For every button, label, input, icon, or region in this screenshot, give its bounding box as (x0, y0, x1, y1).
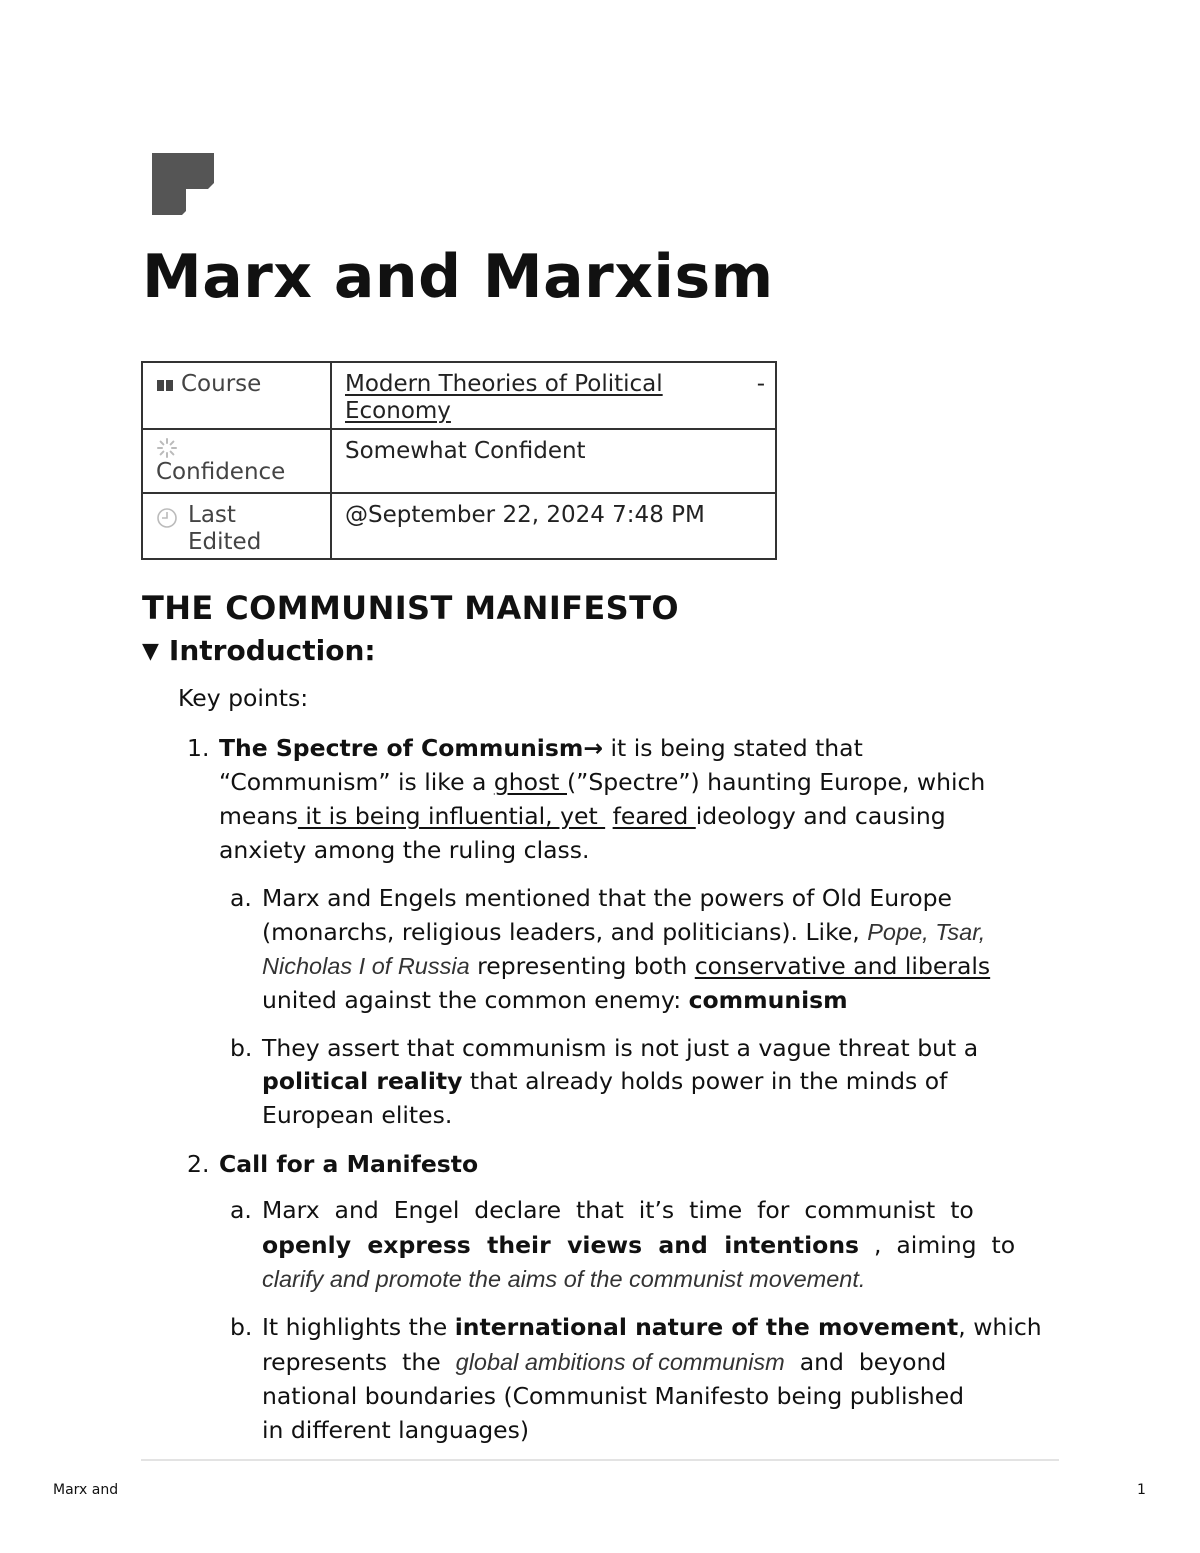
underlined-text: conservative and liberals (694, 952, 991, 980)
sub-item-line (262, 952, 990, 980)
confidence-icon (156, 437, 178, 459)
course-link[interactable]: Modern Theories of Political (345, 371, 663, 397)
item-title: The Spectre of Communism→ (219, 734, 604, 762)
list-item-line (219, 802, 946, 830)
property-key (142, 362, 331, 429)
last-edited-value: @September 22, 2024 7:48 PM (345, 502, 705, 528)
sub-letter: a. (230, 884, 252, 912)
text-run: “Communism” is like a (219, 768, 494, 796)
property-value (331, 362, 776, 429)
text-run: , aiming to (859, 1231, 1016, 1259)
property-label-confidence: Confidence (156, 459, 286, 485)
sub-item-line (262, 1067, 947, 1095)
underlined-text: it is being influential, yet (297, 802, 606, 830)
sub-item-line: national boundaries (Communist Manifesto being published (262, 1382, 965, 1410)
footer-divider (141, 1459, 1059, 1461)
text-run: (”Spectre”) haunting Europe, which (567, 768, 986, 796)
bold-text: political reality (262, 1067, 463, 1095)
list-item-line (219, 734, 863, 762)
property-key (142, 493, 331, 559)
text-run (605, 802, 612, 830)
dash-mark: - (756, 371, 765, 397)
list-number: 1. (187, 734, 210, 762)
text-run: ideology and causing (695, 802, 946, 830)
property-value (331, 493, 776, 559)
toggle-introduction[interactable] (142, 634, 376, 667)
underlined-text: feared (612, 802, 696, 830)
text-run: united against the common enemy: (262, 986, 689, 1014)
bold-text: openly express their views and intentions (262, 1231, 860, 1259)
property-label-edited: Edited (188, 529, 262, 555)
sub-item-line: European elites. (262, 1101, 453, 1129)
list-item-line: anxiety among the ruling class. (219, 836, 590, 864)
sub-item-line (262, 1348, 946, 1376)
italic-text: Pope, Tsar, (867, 919, 986, 945)
text-run: that already holds power in the minds of (462, 1067, 948, 1095)
toggle-arrow-icon[interactable]: ▼ (142, 639, 159, 664)
sub-item-line: They assert that communism is not just a vague threat but a (262, 1034, 979, 1062)
property-row-course (142, 362, 776, 429)
property-row-confidence (142, 429, 776, 493)
footer-page-number: 1 (1137, 1482, 1146, 1498)
text-run: represents the (262, 1348, 456, 1376)
list-number: 2. (187, 1150, 210, 1178)
sub-item-line (262, 986, 848, 1014)
text-run: and beyond (784, 1348, 947, 1376)
sub-letter: a. (230, 1196, 252, 1224)
text-run: , which (958, 1313, 1042, 1341)
italic-text: Nicholas I of Russia (262, 953, 470, 979)
key-points-label: Key points: (178, 684, 309, 712)
property-label-last: Last (188, 502, 236, 528)
sub-item-line (262, 918, 985, 946)
bold-text: international nature of the movement (454, 1313, 959, 1341)
list-item-line (219, 768, 985, 796)
sub-item-line (262, 1231, 1015, 1259)
property-row-last-edited (142, 493, 776, 559)
sub-item-line (262, 1313, 1042, 1341)
italic-text: clarify and promote the aims of the communist movement. (262, 1266, 866, 1292)
item-title: Call for a Manifesto (219, 1150, 479, 1178)
page-title: Marx and Marxism (142, 242, 774, 312)
properties-table (141, 361, 777, 560)
text-run: (monarchs, religious leaders, and politicians). Like, (262, 918, 868, 946)
property-label-course: Course (181, 371, 262, 397)
sub-item-line: in different languages) (262, 1416, 529, 1444)
sub-item-line (262, 1265, 865, 1293)
bold-text: communism (688, 986, 848, 1014)
section-heading: THE COMMUNIST MANIFESTO (142, 589, 679, 627)
sub-item-line: Marx and Engels mentioned that the powers of Old Europe (262, 884, 952, 912)
page-icon (152, 153, 214, 215)
course-icon (157, 378, 173, 392)
property-value (331, 429, 776, 493)
footer-doc-title: Marx and (53, 1482, 119, 1498)
clock-icon (156, 507, 178, 529)
text-run: It highlights the (262, 1313, 455, 1341)
sub-letter: b. (230, 1313, 253, 1341)
sub-letter: b. (230, 1034, 253, 1062)
toggle-label: Introduction: (168, 634, 376, 667)
italic-text: global ambitions of communism (455, 1349, 785, 1375)
confidence-value: Somewhat Confident (345, 438, 586, 464)
text-run: it is being stated that (603, 734, 863, 762)
property-key (142, 429, 331, 493)
underlined-text: ghost (493, 768, 567, 796)
sub-item-line: Marx and Engel declare that it’s time for communist to (262, 1196, 974, 1224)
text-run: means (219, 802, 298, 830)
course-link-cont[interactable]: Economy (345, 398, 451, 424)
text-run: representing both (469, 952, 695, 980)
